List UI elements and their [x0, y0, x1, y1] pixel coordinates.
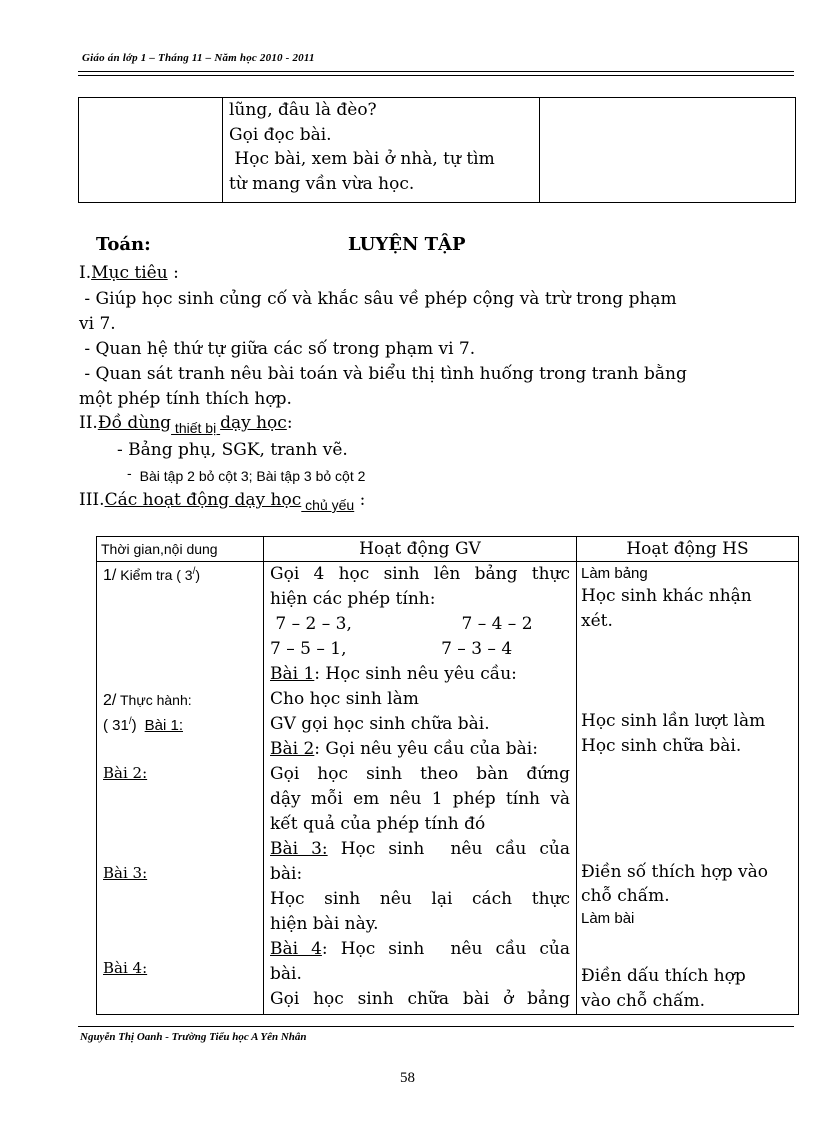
check-label	[103, 566, 200, 585]
heading-text: Đồ dùng	[97, 413, 172, 433]
hs-line: vào chỗ chấm.	[581, 991, 706, 1011]
gv-line: kết quả của phép tính đó	[270, 814, 486, 834]
gv-text: Học sinh nêu cầu của	[327, 839, 570, 859]
roman-numeral: III.	[79, 490, 105, 510]
exercise-2-label: Bài 2:	[103, 764, 148, 782]
item-number: 2/	[103, 692, 117, 709]
continued-line: lũng, đâu là đèo?	[229, 100, 377, 120]
prime-mark: /	[128, 716, 132, 727]
continued-line: Học bài, xem bài ở nhà, tự tìm	[229, 149, 495, 169]
item-number: 1/	[103, 567, 117, 584]
item-text: )	[195, 567, 201, 583]
gv-line	[270, 662, 570, 687]
roman-numeral: I.	[79, 263, 92, 283]
continued-col3	[540, 98, 796, 203]
separator: ,	[341, 639, 347, 659]
exercise-4-ref: Bài 4	[270, 939, 322, 959]
practice-label	[103, 692, 192, 710]
expression: 7 – 3 – 4	[441, 639, 513, 659]
gv-expression-row	[270, 637, 570, 662]
heading-text: dạy học	[220, 413, 287, 433]
item-text: ( 31	[103, 717, 129, 734]
continued-line: Gọi đọc bài.	[229, 124, 332, 145]
page-number: 58	[400, 1070, 415, 1086]
header-rule	[78, 71, 794, 72]
hs-line: Học sinh chữa bài.	[581, 736, 742, 756]
materials-item: - Bảng phụ, SGK, tranh vẽ.	[117, 440, 348, 460]
continued-table	[78, 97, 796, 203]
col-header-hs: Hoạt động HS	[577, 537, 799, 562]
heading-text: Mục tiêu	[91, 263, 168, 283]
heading-colon: :	[167, 263, 179, 283]
hs-line: Điền số thích hợp vào	[581, 862, 769, 882]
gv-line: Cho học sinh làm	[270, 689, 419, 709]
hs-line: chỗ chấm.	[581, 886, 670, 906]
gv-line: dậy mỗi em nêu 1 phép tính và	[270, 789, 570, 809]
heading-subtext: thiết bị	[171, 420, 221, 436]
gv-line	[270, 837, 570, 862]
activities-heading	[79, 488, 365, 518]
objective-line: một phép tính thích hợp.	[79, 389, 292, 409]
student-activity-column	[577, 562, 799, 1015]
lesson-title: LUYỆN TẬP	[348, 234, 466, 255]
gv-expression-row	[270, 612, 570, 637]
objective-line: vi 7.	[79, 314, 116, 334]
exercise-2-ref: Bài 2	[270, 739, 315, 759]
exercise-3-ref: Bài 3:	[270, 839, 328, 859]
continued-col1	[79, 98, 223, 203]
exercise-1-label: Bài 1:	[144, 717, 183, 734]
expression: 7 – 2 – 3	[270, 614, 347, 634]
gv-line	[270, 937, 570, 962]
gv-line: bài.	[270, 964, 302, 984]
prime-mark: /	[192, 566, 196, 577]
gv-line: Gọi học sinh theo bàn đứng	[270, 764, 570, 784]
note-dash: -	[127, 465, 132, 481]
hs-line: Làm bảng	[581, 565, 648, 582]
page-footer: Nguyễn Thị Oanh - Trường Tiểu học A Yên Nhân	[80, 1031, 307, 1043]
exercise-4-label: Bài 4:	[103, 959, 148, 977]
gv-line: GV gọi học sinh chữa bài.	[270, 714, 490, 734]
exercise-3-label: Bài 3:	[103, 864, 148, 882]
expression: 7 – 4 – 2	[461, 614, 533, 634]
gv-line: hiện bài này.	[270, 914, 379, 934]
hs-line: Điền dấu thích hợp	[581, 966, 746, 986]
activities-table	[96, 536, 799, 1015]
item-text: )	[131, 717, 137, 734]
heading-colon: :	[286, 413, 293, 433]
continued-col2	[223, 98, 540, 203]
roman-numeral: II.	[79, 413, 98, 433]
time-content-column	[97, 562, 264, 1015]
gv-line	[270, 737, 570, 762]
hs-line: Học sinh lần lượt làm	[581, 711, 766, 731]
item-text: Kiểm tra ( 3	[116, 567, 193, 583]
gv-line: Gọi 4 học sinh lên bảng thực	[270, 564, 570, 584]
materials-note	[127, 465, 365, 484]
gv-line: Gọi học sinh chữa bài ở bảng	[270, 989, 570, 1009]
objective-line: - Quan sát tranh nêu bài toán và biểu thị tình huống trong tranh bằng	[79, 364, 687, 384]
hs-line: xét.	[581, 611, 613, 631]
item-text: Thực hành:	[116, 692, 192, 708]
continued-line: từ mang vần vừa học.	[229, 173, 415, 194]
practice-time	[103, 716, 183, 734]
gv-text: : Gọi nêu yêu cầu của bài:	[314, 739, 538, 759]
footer-rule	[78, 1026, 794, 1027]
col-header-gv: Hoạt động GV	[264, 537, 577, 562]
objectives-heading	[79, 261, 179, 286]
objective-line: - Quan hệ thứ tự giữa các số trong phạm vi 7.	[79, 339, 476, 359]
objective-line: - Giúp học sinh củng cố và khắc sâu về phép cộng và trừ trong phạm	[79, 289, 677, 309]
heading-subtext: chủ yếu	[301, 497, 355, 513]
expression: 7 – 5 – 1	[270, 639, 342, 659]
col-header-time: Thời gian,nội dung	[97, 537, 264, 562]
hs-line: Học sinh khác nhận	[581, 586, 752, 606]
gv-line: hiện các phép tính:	[270, 589, 436, 609]
gv-text: : Học sinh nêu cầu của	[321, 939, 570, 959]
gv-line: Học sinh nêu lại cách thực	[270, 889, 570, 909]
exercise-1-ref: Bài 1	[270, 664, 315, 684]
hs-line: Làm bài	[581, 910, 635, 927]
heading-text: Các hoạt động dạy học	[104, 490, 302, 510]
materials-heading	[79, 411, 293, 441]
heading-colon: :	[354, 490, 366, 510]
teacher-activity-column	[264, 562, 577, 1015]
header-rule-thin	[78, 75, 794, 76]
subject-label: Toán:	[96, 234, 151, 255]
gv-text: : Học sinh nêu yêu cầu:	[314, 664, 517, 684]
separator: ,	[346, 614, 352, 634]
note-text: Bài tập 2 bỏ cột 3; Bài tập 3 bỏ cột 2	[139, 468, 366, 484]
gv-line: bài:	[270, 864, 303, 884]
page-header: Giáo án lớp 1 – Tháng 11 – Năm học 2010 - 2011	[82, 52, 315, 64]
